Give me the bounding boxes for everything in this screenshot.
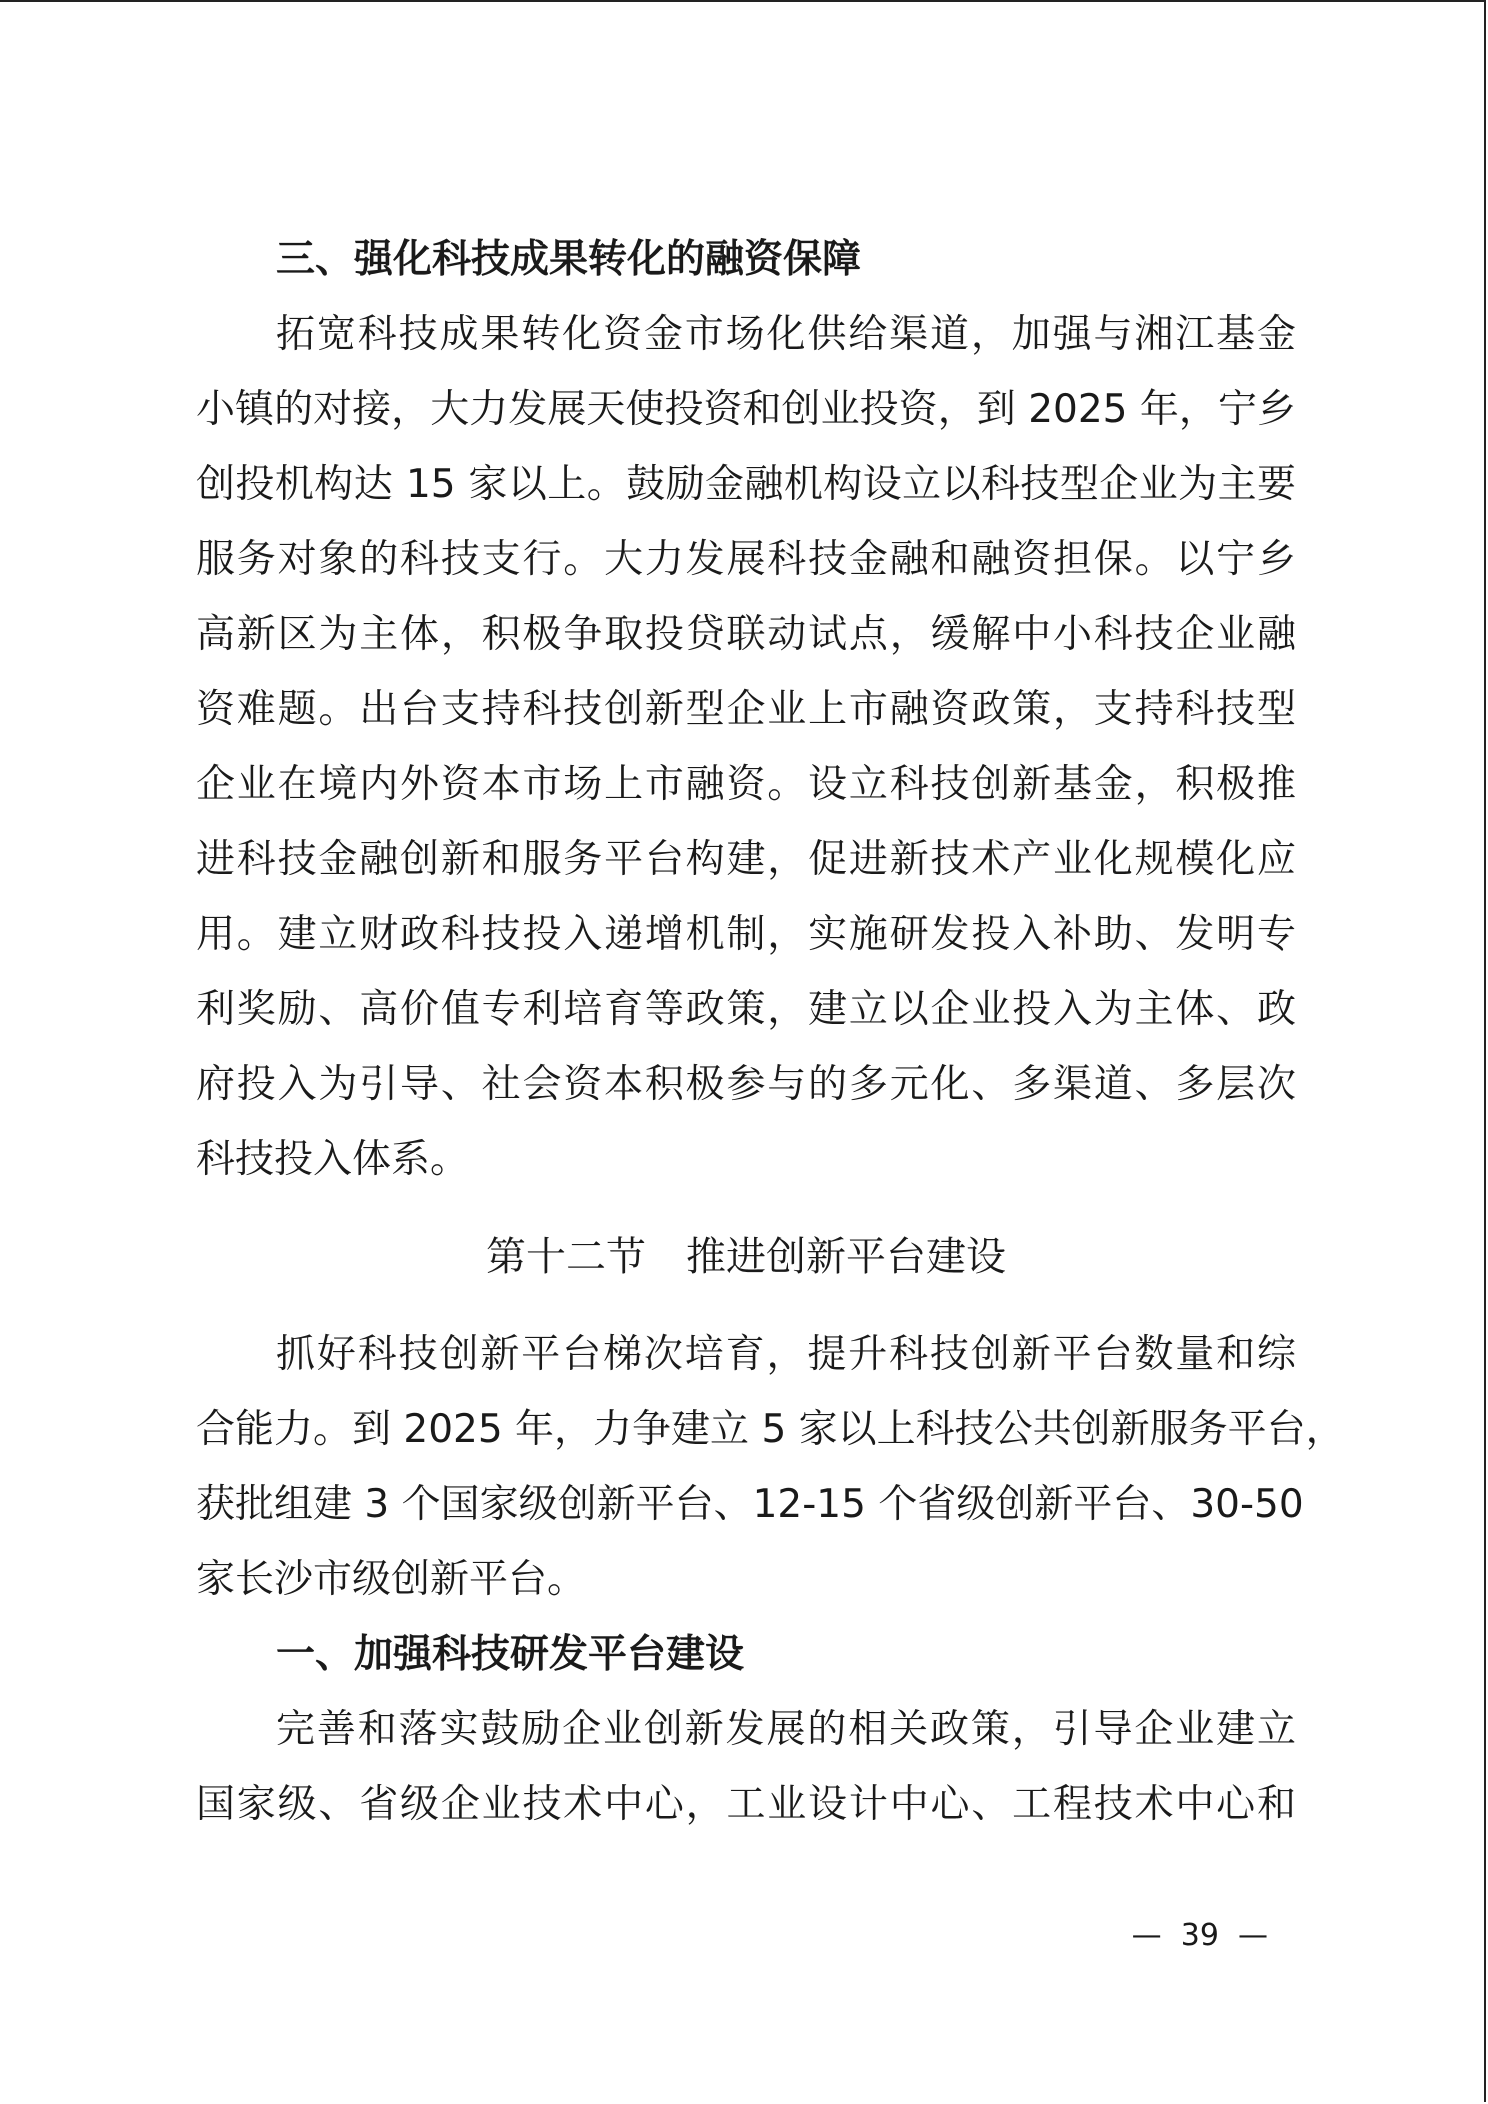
text-line: 服务对象的科技支行。大力发展科技金融和融资担保。以宁乡: [196, 537, 1296, 582]
paragraph: [196, 1317, 1345, 1617]
document-body: [196, 222, 1345, 1842]
text-line: 进科技金融创新和服务平台构建，促进新技术产业化规模化应: [196, 837, 1296, 882]
text-line: 利奖励、高价值专利培育等政策，建立以企业投入为主体、政: [196, 987, 1296, 1032]
text-line: 科技投入体系。: [196, 1137, 470, 1182]
section-title: 第十二节 推进创新平台建设: [486, 1234, 1006, 1280]
text-line: 国家级、省级企业技术中心，工业设计中心、工程技术中心和: [196, 1782, 1296, 1827]
text-line: 获批组建 3 个国家级创新平台、12-15 个省级创新平台、30-50: [196, 1482, 1304, 1527]
section-heading: 三、强化科技成果转化的融资保障: [276, 237, 862, 282]
text-line: 用。建立财政科技投入递增机制，实施研发投入补助、发明专: [196, 912, 1296, 957]
text-line: 创投机构达 15 家以上。鼓励金融机构设立以科技型企业为主要: [196, 462, 1296, 507]
text-line: 拓宽科技成果转化资金市场化供给渠道，加强与湘江基金: [276, 312, 1296, 357]
text-line: 家长沙市级创新平台。: [196, 1557, 587, 1602]
page-number: — 39 —: [1131, 1918, 1268, 1953]
text-line: 完善和落实鼓励企业创新发展的相关政策，引导企业建立: [276, 1707, 1296, 1752]
text-line: 抓好科技创新平台梯次培育，提升科技创新平台数量和综: [276, 1332, 1296, 1377]
text-line: 府投入为引导、社会资本积极参与的多元化、多渠道、多层次: [196, 1062, 1296, 1107]
text-line: 小镇的对接，大力发展天使投资和创业投资，到 2025 年，宁乡: [196, 387, 1296, 432]
text-line: 资难题。出台支持科技创新型企业上市融资政策，支持科技型: [196, 687, 1296, 732]
subsection-heading: 一、加强科技研发平台建设: [276, 1632, 745, 1677]
paragraph: [196, 1692, 1296, 1842]
paragraph: [196, 297, 1296, 1197]
text-line: 合能力。到 2025 年，力争建立 5 家以上科技公共创新服务平台，: [196, 1407, 1345, 1452]
text-line: 企业在境内外资本市场上市融资。设立科技创新基金，积极推: [196, 762, 1296, 807]
text-line: 高新区为主体，积极争取投贷联动试点，缓解中小科技企业融: [196, 612, 1296, 657]
